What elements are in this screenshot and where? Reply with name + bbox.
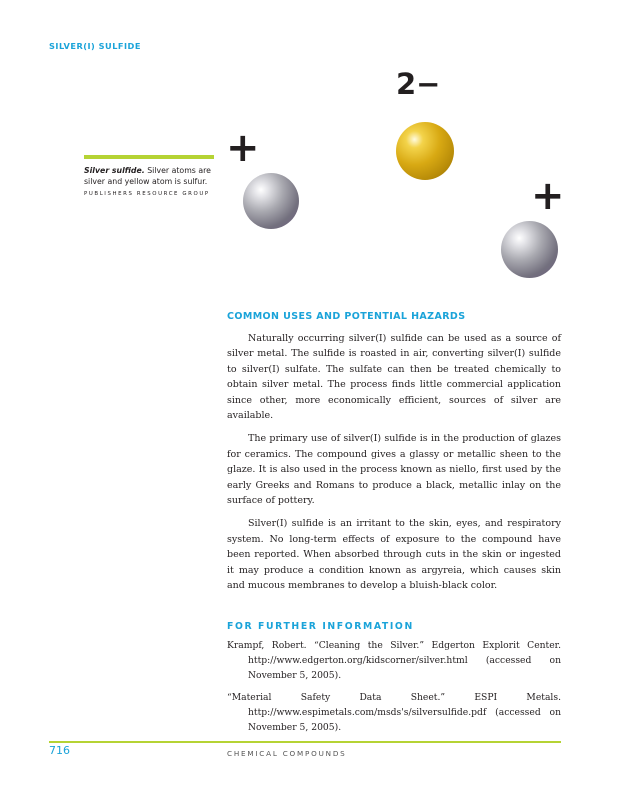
reference-list	[227, 638, 561, 741]
silver-atom-right	[501, 221, 558, 278]
sulfur-atom	[396, 122, 454, 180]
paragraph: Silver(I) sulfide is an irritant to the skin, eyes, and respiratory system. No long-term effects of exposure to the compound have been reported. When absorbed through cuts in the skin or ingested it may produce a condition known as argyreia, which causes skin and mucous membranes to develop a bluish-black color.	[227, 518, 561, 592]
footer-book-title: CHEMICAL COMPOUNDS	[227, 749, 347, 758]
silver-atom-left	[243, 173, 299, 229]
caption-text: Silver atoms are silver and yellow atom is sulfur.	[84, 166, 211, 186]
body-text	[227, 331, 561, 602]
charge-plus-left: +	[226, 125, 260, 171]
charge-plus-right: +	[531, 173, 565, 219]
further-information-heading: FOR FURTHER INFORMATION	[227, 621, 414, 632]
page-number: 716	[49, 744, 70, 757]
reference-item: Krampf, Robert. “Cleaning the Silver.” Edgerton Explorit Center. http://www.edgerton.org/kidscorner/silver.html (accessed on November 5, 2005).	[227, 640, 561, 682]
silver-sulfide-figure	[226, 67, 566, 290]
caption-title: Silver sulfide.	[84, 166, 145, 175]
paragraph: Naturally occurring silver(I) sulfide can be used as a source of silver metal. The sulfide is roasted in air, converting silver(I) sulfide to silver(I) sulfate. The sulfate can then be treated chemically to obtain silver metal. The process finds little commercial application since other, more economically efficient, sources of silver are available.	[227, 333, 561, 422]
photo-credit: PUBLISHERS RESOURCE GROUP	[84, 191, 210, 197]
running-head: SILVER(I) SULFIDE	[49, 41, 141, 51]
section-heading: COMMON USES AND POTENTIAL HAZARDS	[227, 311, 466, 322]
reference-item: “Material Safety Data Sheet.” ESPI Metals. http://www.espimetals.com/msds's/silversulfide.pdf (accessed on November 5, 2005).	[227, 691, 561, 734]
paragraph: The primary use of silver(I) sulfide is in the production of glazes for ceramics. The compound gives a glassy or metallic sheen to the glaze. It is also used in the process known as niello, first used by the early Greeks and Romans to produce a black, metallic inlay on the surface of pottery.	[227, 433, 561, 507]
footer-rule	[49, 741, 561, 743]
caption-rule	[84, 155, 214, 159]
figure-caption	[84, 165, 216, 187]
charge-two-minus: 2−	[396, 67, 441, 101]
